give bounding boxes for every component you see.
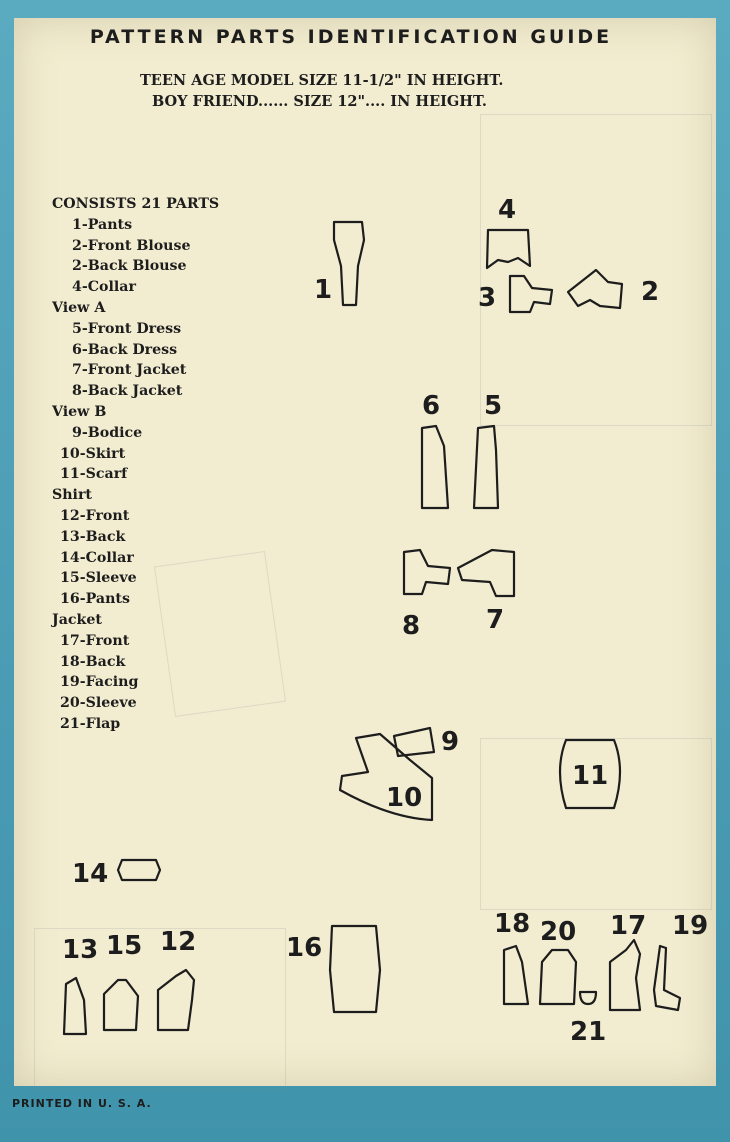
parts-header: CONSISTS 21 PARTS bbox=[52, 196, 220, 212]
piece-1-number: 1 bbox=[314, 275, 333, 305]
piece-7-number: 7 bbox=[486, 605, 505, 635]
piece-6-number: 6 bbox=[422, 391, 441, 421]
part-11: 11-Scarf bbox=[60, 466, 128, 483]
part-8: 8-Back Jacket bbox=[72, 383, 183, 400]
piece-17-number: 17 bbox=[610, 911, 647, 941]
section-jacket: Jacket bbox=[52, 611, 102, 628]
piece-11-number: 11 bbox=[572, 761, 609, 791]
piece-3-number: 3 bbox=[478, 283, 497, 313]
part-14: 14-Collar bbox=[60, 549, 134, 566]
part-17: 17-Front bbox=[60, 632, 130, 649]
piece-21-flap-shape bbox=[580, 992, 596, 1004]
section-view-a: View A bbox=[52, 299, 106, 316]
part-5: 5-Front Dress bbox=[72, 320, 182, 337]
piece-13-number: 13 bbox=[62, 935, 99, 965]
piece-9-number: 9 bbox=[441, 727, 460, 757]
piece-2-number: 2 bbox=[641, 277, 660, 307]
part-7: 7-Front Jacket bbox=[72, 362, 187, 379]
part-13: 13-Back bbox=[60, 528, 126, 545]
part-3: 2-Back Blouse bbox=[72, 258, 187, 275]
part-10: 10-Skirt bbox=[60, 445, 126, 462]
piece-8-back-jacket-shape bbox=[404, 550, 450, 594]
piece-14-collar-shape bbox=[118, 860, 160, 880]
piece-17-front-shape bbox=[610, 940, 640, 1010]
printed-in-usa: PRINTED IN U. S. A. bbox=[12, 1097, 152, 1110]
piece-4-collar-shape bbox=[487, 230, 530, 268]
piece-3-back-blouse-shape bbox=[510, 276, 552, 312]
part-1: 1-Pants bbox=[72, 216, 133, 233]
piece-12-front-shape bbox=[158, 970, 194, 1030]
piece-6-back-dress-shape bbox=[422, 426, 448, 508]
part-16: 16-Pants bbox=[60, 591, 130, 608]
piece-5-number: 5 bbox=[484, 391, 503, 421]
piece-2-front-blouse-shape bbox=[568, 270, 622, 308]
piece-19-facing-shape bbox=[654, 946, 680, 1010]
piece-20-number: 20 bbox=[540, 917, 577, 947]
page-title: PATTERN PARTS IDENTIFICATION GUIDE bbox=[89, 26, 613, 48]
piece-21-number: 21 bbox=[570, 1017, 607, 1047]
piece-20-sleeve-shape bbox=[540, 950, 576, 1004]
part-6: 6-Back Dress bbox=[72, 341, 178, 358]
section-shirt: Shirt bbox=[52, 487, 92, 504]
piece-16-number: 16 bbox=[286, 933, 323, 963]
part-20: 20-Sleeve bbox=[60, 695, 137, 712]
size-line-teen: TEEN AGE MODEL SIZE 11-1/2" IN HEIGHT. bbox=[140, 72, 504, 89]
piece-19-number: 19 bbox=[672, 911, 709, 941]
piece-13-back-shape bbox=[64, 978, 86, 1034]
piece-5-front-dress-shape bbox=[474, 426, 498, 508]
piece-16-pants-shape bbox=[330, 926, 380, 1012]
piece-12-number: 12 bbox=[160, 927, 197, 957]
piece-18-back-shape bbox=[504, 946, 528, 1004]
part-2: 2-Front Blouse bbox=[72, 237, 191, 254]
part-21: 21-Flap bbox=[60, 715, 121, 732]
piece-1-pants-shape bbox=[334, 222, 364, 305]
piece-14-number: 14 bbox=[72, 859, 109, 889]
piece-8-number: 8 bbox=[402, 611, 421, 641]
pattern-pieces-diagram bbox=[14, 18, 716, 1086]
piece-4-number: 4 bbox=[498, 195, 517, 225]
part-4: 4-Collar bbox=[72, 279, 136, 296]
part-9: 9-Bodice bbox=[72, 424, 143, 441]
part-12: 12-Front bbox=[60, 507, 130, 524]
size-line-boy: BOY FRIEND...... SIZE 12".... IN HEIGHT. bbox=[152, 93, 487, 110]
piece-10-number: 10 bbox=[386, 783, 423, 813]
piece-15-number: 15 bbox=[106, 931, 143, 961]
part-15: 15-Sleeve bbox=[60, 570, 137, 587]
piece-7-front-jacket-shape bbox=[458, 550, 514, 596]
piece-15-sleeve-shape bbox=[104, 980, 138, 1030]
piece-18-number: 18 bbox=[494, 909, 531, 939]
section-view-b: View B bbox=[52, 403, 107, 420]
part-18: 18-Back bbox=[60, 653, 126, 670]
part-19: 19-Facing bbox=[60, 674, 139, 691]
